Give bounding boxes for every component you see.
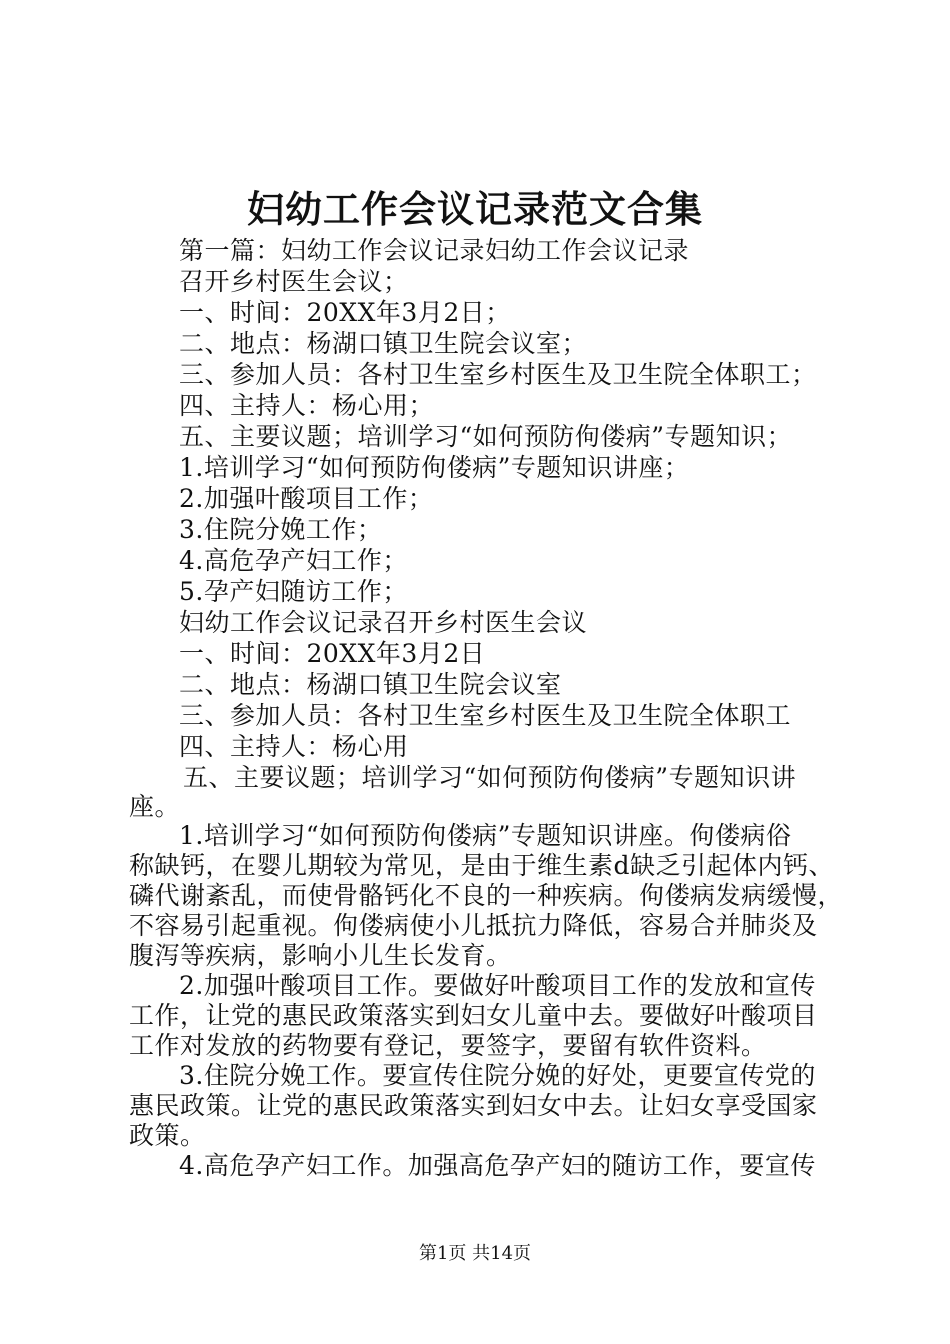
body-line: 1.培训学习“如何预防佝偻病”专题知识讲座。佝偻病俗 [179, 821, 792, 850]
body-line: 腹泻等疾病，影响小儿生长发育。 [129, 941, 512, 970]
body-line: 磷代谢紊乱，而使骨骼钙化不良的一种疾病。佝偻病发病缓慢， [129, 881, 844, 910]
body-line: 2.加强叶酸项目工作； [179, 484, 434, 513]
body-line: 不容易引起重视。佝偻病使小儿抵抗力降低，容易合并肺炎及 [129, 911, 818, 940]
body-line: 3.住院分娩工作。要宣传住院分娩的好处，更要宣传党的 [179, 1061, 816, 1090]
body-line: 召开乡村医生会议； [179, 267, 409, 296]
body-line: 5.孕产妇随访工作； [179, 577, 408, 606]
body-line: 2.加强叶酸项目工作。要做好叶酸项目工作的发放和宣传 [179, 971, 816, 1000]
body-line: 一、时间：20XX年3月2日； [179, 298, 511, 327]
body-line: 称缺钙，在婴儿期较为常见，是由于维生素d缺乏引起体内钙、 [129, 851, 835, 880]
body-line: 4.高危孕产妇工作； [179, 546, 408, 575]
body-line: 三、参加人员：各村卫生室乡村医生及卫生院全体职工 [179, 701, 792, 730]
body-line: 一、时间：20XX年3月2日 [179, 639, 486, 668]
body-line: 四、主持人：杨心用； [179, 391, 435, 420]
body-line: 座。 [129, 792, 181, 821]
page-number-footer: 第1页 共14页 [418, 1243, 532, 1264]
body-line: 1.培训学习“如何预防佝偻病”专题知识讲座； [179, 453, 690, 482]
body-line: 工作对发放的药物要有登记，要签字，要留有软件资料。 [129, 1031, 767, 1060]
body-line: 二、地点：杨湖口镇卫生院会议室 [179, 670, 562, 699]
body-line: 惠民政策。让党的惠民政策落实到妇女中去。让妇女享受国家 [129, 1091, 818, 1120]
body-line: 五、主要议题；培训学习“如何预防佝偻病”专题知识； [179, 422, 793, 451]
body-line: 4.高危孕产妇工作。加强高危孕产妇的随访工作，要宣传 [179, 1151, 816, 1180]
body-line: 工作，让党的惠民政策落实到妇女儿童中去。要做好叶酸项目 [129, 1001, 818, 1030]
body-line: 二、地点：杨湖口镇卫生院会议室； [179, 329, 588, 358]
body-line: 四、主持人：杨心用 [179, 732, 409, 761]
body-line: 3.住院分娩工作； [179, 515, 383, 544]
body-line: 第一篇：妇幼工作会议记录妇幼工作会议记录 [179, 236, 690, 265]
body-line: 三、参加人员：各村卫生室乡村医生及卫生院全体职工； [179, 360, 817, 389]
body-line: 五、主要议题；培训学习“如何预防佝偻病”专题知识讲 [183, 763, 797, 792]
document-title: 妇幼工作会议记录范文合集 [247, 187, 703, 231]
body-line: 政策。 [129, 1121, 206, 1150]
body-line: 妇幼工作会议记录召开乡村医生会议 [179, 608, 588, 637]
